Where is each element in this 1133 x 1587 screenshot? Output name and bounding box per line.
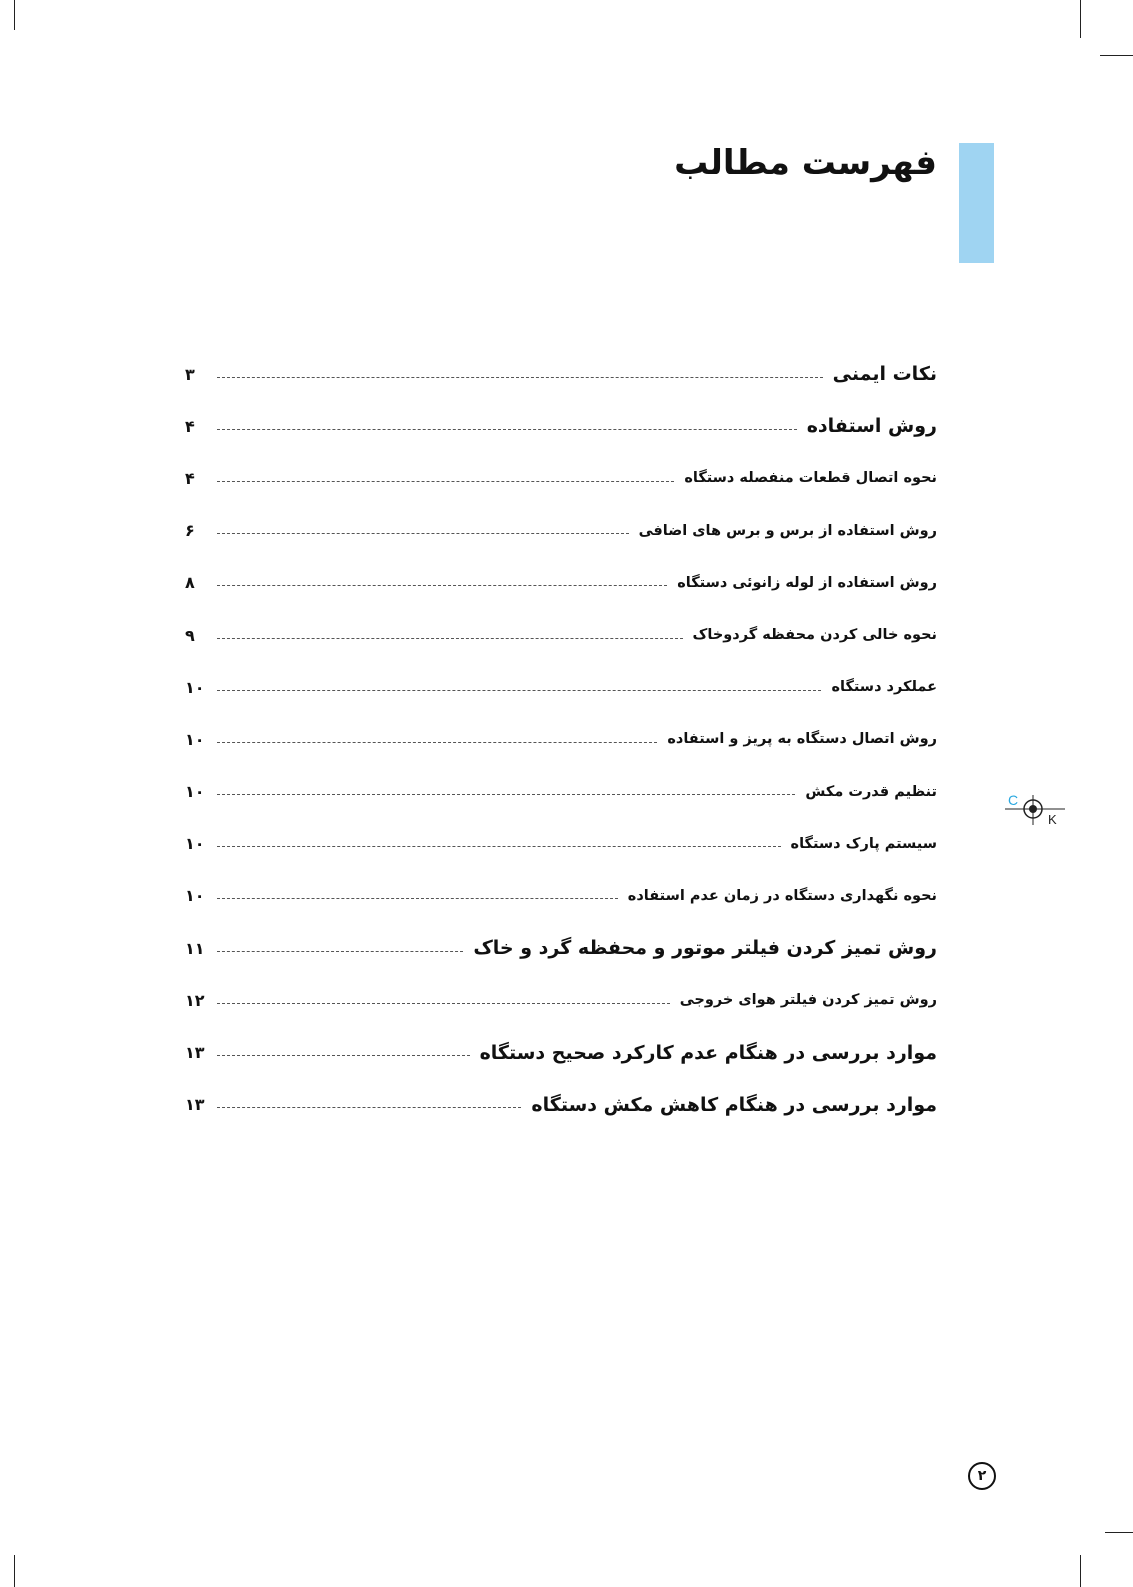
toc-dot-leader <box>217 898 618 899</box>
toc-title: موارد بررسی در هنگام عدم کارکرد صحیح دستگاه <box>479 1041 937 1064</box>
toc-page-number: ۱۰ <box>185 782 205 802</box>
toc-page-number: ۱۱ <box>185 938 205 958</box>
toc-title: سیستم پارک دستگاه <box>790 835 937 852</box>
toc-page-number: ۱۳ <box>185 1095 205 1115</box>
toc-row <box>185 922 937 974</box>
toc-dot-leader <box>217 1055 470 1056</box>
toc-title: روش استفاده <box>806 415 937 438</box>
toc-page-number: ۹ <box>185 625 195 645</box>
toc-title: نحوه نگهداری دستگاه در زمان عدم استفاده <box>627 887 937 904</box>
toc-page-number: ۱۰ <box>185 729 205 749</box>
toc-page-number: ۸ <box>185 573 195 593</box>
toc-row <box>185 609 937 661</box>
section-tab-marker <box>959 143 994 263</box>
toc-title: روش استفاده از لوله زانوئی دستگاه <box>677 574 937 591</box>
toc-row <box>185 505 937 557</box>
toc-row <box>185 974 937 1026</box>
toc-title: روش اتصال دستگاه به پریز و استفاده <box>667 731 937 748</box>
registration-k-label: K <box>1048 812 1057 827</box>
toc-dot-leader <box>217 1003 670 1004</box>
page-number: ۲ <box>968 1462 996 1490</box>
toc-page-number: ۳ <box>185 364 195 384</box>
toc-page-number: ۶ <box>185 521 195 541</box>
toc-title: موارد بررسی در هنگام کاهش مکش دستگاه <box>531 1093 937 1116</box>
toc-row <box>185 818 937 870</box>
toc-title: روش تمیز کردن فیلتر موتور و محفظه گرد و خاک <box>473 937 937 960</box>
toc-dot-leader <box>217 846 781 847</box>
toc-row <box>185 400 937 452</box>
toc-title: روش استفاده از برس و برس های اضافی <box>638 522 937 539</box>
toc-page-number: ۴ <box>185 416 195 436</box>
toc-page-number: ۱۰ <box>185 677 205 697</box>
toc-page-number: ۱۰ <box>185 886 205 906</box>
toc-title: تنظیم قدرت مکش <box>805 783 937 800</box>
toc-dot-leader <box>217 533 629 534</box>
table-of-contents <box>185 348 937 1131</box>
toc-title: نحوه خالی کردن محفظه گردوخاک <box>692 627 937 644</box>
toc-page-number: ۱۲ <box>185 990 205 1010</box>
toc-dot-leader <box>217 377 823 378</box>
toc-dot-leader <box>217 429 797 430</box>
toc-row <box>185 766 937 818</box>
toc-row <box>185 870 937 922</box>
toc-title: روش تمیز کردن فیلتر هوای خروجی <box>679 992 937 1009</box>
toc-page-number: ۴ <box>185 468 195 488</box>
toc-row <box>185 557 937 609</box>
toc-dot-leader <box>217 742 657 743</box>
toc-row <box>185 1026 937 1078</box>
toc-dot-leader <box>217 794 795 795</box>
registration-c-label: C <box>1008 792 1019 808</box>
crop-mark <box>1105 1532 1133 1533</box>
toc-row <box>185 713 937 765</box>
toc-dot-leader <box>217 585 667 586</box>
toc-dot-leader <box>217 951 463 952</box>
toc-row <box>185 1079 937 1131</box>
toc-title: عملکرد دستگاه <box>831 679 937 696</box>
toc-row <box>185 661 937 713</box>
crop-mark <box>1080 0 1081 38</box>
toc-dot-leader <box>217 690 821 691</box>
crop-mark <box>1100 55 1133 56</box>
page-title: فهرست مطالب <box>674 143 937 183</box>
toc-dot-leader <box>217 481 674 482</box>
crop-mark <box>14 0 15 30</box>
toc-page-number: ۱۰ <box>185 834 205 854</box>
toc-title: نکات ایمنی <box>832 363 937 386</box>
toc-dot-leader <box>217 638 683 639</box>
toc-page-number: ۱۳ <box>185 1043 205 1063</box>
toc-title: نحوه اتصال قطعات منفصله دستگاه <box>684 470 937 487</box>
toc-row <box>185 348 937 400</box>
crop-mark <box>14 1555 15 1587</box>
toc-dot-leader <box>217 1107 521 1108</box>
toc-row <box>185 452 937 504</box>
crop-mark <box>1080 1555 1081 1587</box>
